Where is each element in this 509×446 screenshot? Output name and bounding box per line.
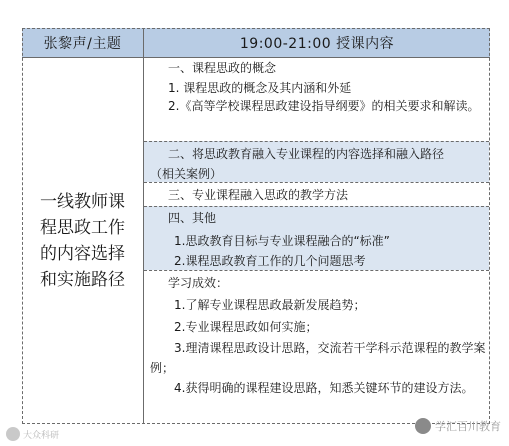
section-1-item-1: 1. 课程思政的概念及其内涵和外延 bbox=[168, 81, 352, 95]
course-title: 一线教师课程思政工作的内容选择和实施路径 bbox=[40, 192, 125, 290]
column-divider bbox=[143, 28, 144, 424]
section-1-item-2: 2.《高等学校课程思政建设指导纲要》的相关要求和解读。 bbox=[168, 99, 480, 113]
header-time-content: 19:00-21:00 授课内容 bbox=[239, 36, 395, 52]
watermark-logo-icon bbox=[6, 427, 20, 441]
side-column bbox=[22, 58, 143, 424]
section-4-item-1: 1.思政教育目标与专业课程融合的“标准” bbox=[174, 234, 390, 248]
outcome-item-3: 3.理清课程思政设计思路，交流若干学科示范课程的教学案例； bbox=[150, 341, 486, 375]
outcome-item-4: 4.获得明确的课程建设思路，知悉关键环节的建设方法。 bbox=[174, 381, 474, 395]
section-2-line-1: 二、将思政教育融入专业课程的内容选择和融入路径 bbox=[168, 147, 445, 161]
watermark-left-text: 大众科研 bbox=[23, 430, 60, 441]
outcome-heading: 学习成效： bbox=[168, 276, 229, 290]
outcome-item-1: 1.了解专业课程思政最新发展趋势； bbox=[174, 298, 366, 312]
outcome-item-2: 2.专业课程思政如何实施； bbox=[174, 320, 318, 334]
watermark-left bbox=[6, 427, 59, 441]
section-4-item-2: 2.课程思政教育工作的几个问题思考 bbox=[174, 254, 366, 268]
header-presenter-topic: 张黎声/主题 bbox=[43, 36, 122, 52]
section-1-heading: 一、课程思政的概念 bbox=[168, 61, 277, 75]
section-2-line-2: （相关案例） bbox=[150, 167, 223, 181]
section-3: 三、专业课程融入思政的教学方法 bbox=[168, 188, 349, 202]
watermark-right-text: 学汇百川教育 bbox=[435, 420, 501, 433]
watermark-right bbox=[415, 418, 501, 434]
wechat-logo-icon bbox=[415, 418, 431, 434]
section-4-heading: 四、其他 bbox=[168, 211, 217, 225]
